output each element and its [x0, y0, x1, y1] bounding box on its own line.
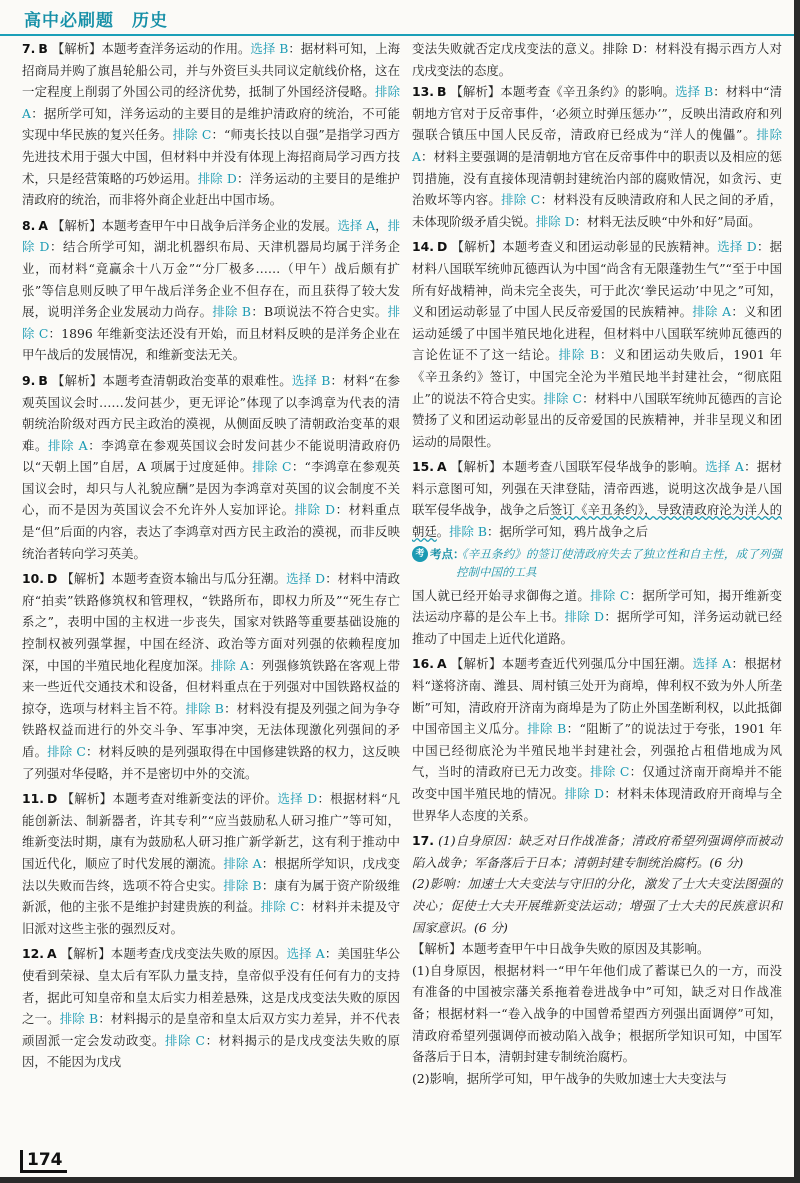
question-number: 10. — [22, 571, 44, 587]
analysis-text: 。 — [436, 524, 450, 540]
analysis-text: ：康有为属于资产阶级维新派，他的主张不是维护封建贵族的利益。 — [22, 877, 400, 915]
left-column — [22, 38, 400, 1077]
answer-17-part-2: (2)影响：加速士大夫变法与守旧的分化，激发了士大夫变法图强的决心；促使士大夫开展维新变法运动；增强了士大夫的民族意识和国家意识。(6 分) — [412, 876, 782, 935]
option-reference: 排除 D — [564, 786, 605, 801]
question-number: 17. — [412, 833, 434, 849]
analysis-text: ：材料重点是“但”后面的内容，表达了李鸿章对西方民主政治的漠视，而非反映统治者转向学习英美。 — [22, 502, 401, 561]
answer-letter: B — [38, 372, 48, 388]
answer-letter: B — [436, 84, 447, 100]
analysis-text: ：据材料可知，上海招商局并购了旗昌轮船公司，并与外资巨头共同议定航线价格，这在一定程度上削弱了外国公司的经济优势，抵制了外国经济侵略。 — [22, 41, 401, 100]
analysis-text: ：“师夷长技以自强”是指学习西方先进技术用于强大中国，但材料中并没有体现上海招商局学习西方技术，只是经营策略的巧妙运用。 — [22, 127, 401, 186]
answer-item — [412, 236, 782, 452]
option-reference: 排除 A — [210, 657, 249, 673]
option-reference: 排除 C — [165, 1032, 206, 1048]
question-number: 16. — [412, 656, 434, 672]
page-edge-shadow-bottom — [0, 1177, 800, 1183]
key-point-note — [412, 545, 782, 581]
analysis-text: ：材料未体现清政府开商埠与全世界华人态度的关系。 — [412, 786, 783, 823]
option-reference: 排除 A — [223, 855, 262, 871]
analysis-text: ， — [375, 217, 388, 233]
analysis-text: 【解析】本题考查洋务运动的作用。 — [51, 41, 251, 56]
answer-letter: A — [436, 459, 447, 475]
option-reference: 选择 A — [705, 459, 744, 475]
answer-item — [22, 38, 400, 211]
analysis-text: ：结合所学可知，湖北机器织布局、天津机器局均属于洋务企业，而材料“竟赢余十八万金”“分厂极多……（甲午）战后颇有扩张”等信息则反映了甲午战后洋务企业不但存在，而且获得了较大发展，说明洋务企业发展动力尚存。 — [22, 239, 401, 320]
option-reference: 排除 D — [564, 609, 605, 625]
analysis-text: ：材料中八国联军统帅瓦德西的言论赞扬了义和团运动彰显出的反帝爱国的民族精神，并非呈现义和团运动的局限性。 — [412, 390, 782, 449]
answer-letter: D — [46, 571, 58, 587]
analysis-text: ：义和团运动失败后，1901 年《辛丑条约》签订，中国完全沦为半殖民地半封建社会，“彻底阻止”的说法不符合史实。 — [412, 347, 782, 406]
option-reference: 选择 A — [692, 656, 732, 672]
option-reference: 排除 D — [22, 217, 401, 255]
analysis-text: ：1896 年维新变法还没有开始，而且材料反映的是洋务企业在甲午战后的发展情况，和维新变法无关。 — [22, 325, 400, 363]
question-number: 13. — [412, 84, 434, 100]
analysis-text: 【解析】本题考查近代列强瓜分中国狂潮。 — [450, 656, 693, 672]
option-reference: 排除 A — [22, 84, 401, 121]
analysis-text: 【解析】本题考查八国联军侵华战争的影响。 — [450, 459, 706, 475]
analysis-text: ：据所学可知，洋务运动的主要目的是维护清政府的统治，不可能实现中华民族的复兴任务。 — [22, 105, 400, 143]
analysis-text: 【解析】本题考查清朝政治变革的艰难性。 — [51, 372, 292, 388]
analysis-text: ：根据材料“凡能创新法、制新器者，许其专利”“应当鼓励私人研习推广”等可知，维新变法时期，康有为鼓励私人研习推广新学新艺，这有利于推动中国近代化，顺应了时代发展的潮流。 — [22, 791, 400, 871]
answer-17-part-1: (1)自身原因：缺乏对日作战准备；清政府希望列强调停而被动陷入战争；军备落后于日本；清朝封建专制统治腐朽。(6 分) — [412, 833, 782, 870]
option-reference: 选择 A — [286, 946, 325, 962]
option-reference: 选择 D — [277, 791, 318, 807]
answer-letter: A — [46, 946, 57, 962]
key-point-icon: 考 — [412, 546, 428, 562]
analysis-text: ：材料没有反映清政府和人民之间的矛盾，未体现阶级矛盾尖锐。 — [412, 192, 783, 229]
analysis-text: ：材料主要强调的是清朝地方官在反帝事件中的职责以及相应的惩罚措施，没有直接体现清朝封建统治内部的腐败情况，如贪污、吏治败坏等内容。 — [412, 148, 782, 208]
answer-17-analysis-1: (1)自身原因，根据材料一“甲午年他们成了蓄谋已久的一方，而没有准备的中国被宗藩关系拖着卷进战争中”可知，缺乏对日作战准备；根据材料一“卷入战争的中国曾希望西方列强出面调停”可知，清政府希望列强调停而被动陷入战争；根据所学知识可知，中国军备落后于日本，清朝封建专制统治腐朽。 — [412, 962, 782, 1065]
answer-letter: D — [436, 239, 448, 255]
analysis-text: ：列强修筑铁路在客观上带来一些近代交通技术和设备，但材料重点在于列强对中国铁路权益的掠夺，选项与材料主旨不符。 — [22, 657, 400, 716]
analysis-text: 国人就已经开始寻求御侮之道。 — [412, 587, 591, 603]
analysis-text: ：李鸿章在参观英国议会时发问甚少不能说明清政府仍以“天朝上国”自居，A 项属于过度延伸。 — [22, 437, 401, 475]
analysis-text: ：仅通过济南开商埠并不能改变中国半殖民地的情况。 — [412, 764, 783, 801]
analysis-text: ：“李鸿章在参观英国议会时，却只与人礼貌应酬”是因为李鸿章对英国的议会制度不关心，而不是因为英国议会不允许外人妄加评论。 — [22, 459, 400, 518]
answer-item — [22, 788, 400, 939]
answer-17 — [412, 830, 782, 1089]
option-reference: 排除 C — [590, 587, 630, 603]
answer-item — [412, 456, 782, 649]
analysis-text: ：材料反映的是列强取得在中国修建铁路的权力，这反映了列强对华侵略，并不是密切中外的交流。 — [22, 744, 401, 781]
option-reference: 选择 B — [250, 41, 289, 56]
analysis-text: 【解析】本题考查戊戌变法失败的原因。 — [60, 946, 287, 962]
analysis-text: ：B项说法不符合史实。 — [251, 304, 388, 320]
question-number: 8. — [22, 217, 36, 233]
question-number: 9. — [22, 372, 36, 388]
answer-letter: B — [38, 41, 48, 56]
page-header — [0, 0, 800, 36]
option-reference: 排除 B — [558, 347, 600, 363]
option-reference: 选择 B — [675, 84, 714, 100]
analysis-text: 【解析】本题考查对维新变法的评价。 — [61, 791, 278, 807]
answer-item — [412, 653, 782, 826]
analysis-text: ：材料揭示的是皇帝和皇太后双方实力差异，并不代表顽固派一定会发动政变。 — [22, 1011, 400, 1048]
continued-text: 变法失败就否定戊戌变法的意义。排除 D：材料没有揭示西方人对戊戌变法的态度。 — [412, 41, 782, 78]
option-reference: 排除 C — [501, 192, 541, 208]
option-reference: 排除 A — [412, 127, 783, 164]
key-point-text: 《辛丑条约》的签订使清政府失去了独立性和自主性，成了列强控制中国的工具 — [456, 546, 782, 579]
analysis-text: ：根据所学知识，戊戌变法以失败而告终，选项不符合史实。 — [22, 855, 401, 893]
option-reference: 排除 B — [59, 1011, 99, 1027]
option-reference: 选择 A — [337, 217, 376, 233]
answer-letter: A — [436, 656, 447, 672]
option-reference: 选择 D — [286, 571, 326, 587]
answer-item — [22, 215, 400, 366]
analysis-text: ：根据材料“遂将济南、潍县、周村镇三处开为商埠，俾利权不致为外人所垄断”可知，清政府开济南为商埠是为了防止外国垄断利权，以此抵御中国帝国主义瓜分。 — [412, 656, 783, 737]
question-number: 11. — [22, 791, 44, 807]
analysis-text: ：材料揭示的是戊戌变法失败的原因，不能因为戊戌 — [22, 1032, 401, 1070]
key-point-label: 考点： — [430, 546, 465, 561]
answer-letter: D — [46, 791, 58, 807]
page-edge-shadow — [794, 0, 800, 1183]
question-number: 12. — [22, 946, 44, 962]
option-reference: 排除 B — [212, 304, 252, 320]
option-reference: 选择 B — [291, 372, 331, 388]
option-reference: 排除 D — [197, 170, 237, 186]
analysis-text: ：据所学可知，鸦片战争之后 — [487, 524, 649, 540]
option-reference: 排除 B — [527, 721, 567, 737]
analysis-text: ：洋务运动的主要目的是维护清政府的统治，而非将外商企业赶出中国市场。 — [22, 170, 401, 208]
option-reference: 排除 B — [185, 700, 224, 716]
book-title: 高中必刷题 历史 — [24, 11, 168, 31]
option-reference: 排除 D — [294, 502, 336, 518]
answer-item — [22, 568, 400, 784]
analysis-text: ：“阻断了”的说法过于夸张，1901 年中国已经彻底沦为半殖民地半封建社会，列强抢占租借地成为风气，当时的清政府已无力改变。 — [412, 721, 783, 780]
analysis-text: ：材料中清政府“拍卖”铁路修筑权和管理权，“铁路所布，即权力所及”“死生存亡系之”，表明中国的主权进一步丧失，国家对铁路等重要基础设施的控制权被列强掌握，中国在经济、政治等方面对列强的依赖程度加深，中国的半殖民地化程度加深。 — [22, 571, 401, 673]
right-column — [412, 38, 782, 1093]
analysis-text: ：材料并未提及守旧派对这些主张的强烈反对。 — [22, 899, 401, 936]
analysis-text: ：材料“在参观英国议会时……发问甚少，更无评论”体现了以李鸿章为代表的清朝统治阶级对西方民主政治的漠视，从侧面反映了清朝政治变革的艰难。 — [22, 372, 400, 453]
option-reference: 排除 C — [590, 764, 630, 780]
analysis-text: ：材料中“清朝地方官对于反帝事件，‘必须立时弹压惩办’”，反映出清政府和列强联合镇压中国人民反帝，清政府已经成为“洋人的傀儡”。 — [412, 84, 782, 143]
answer-letter: A — [38, 217, 48, 233]
analysis-text: ：据材料示意图可知，列强在天津登陆，清帝西逃，说明这次战争是八国联军侵华战争，战争之后 — [412, 459, 783, 518]
analysis-text: ：义和团运动延缓了中国半殖民地化进程，但材料中八国联军统帅瓦德西的言论佐证不了这一结论。 — [412, 304, 783, 363]
option-reference: 排除 C — [172, 127, 212, 143]
question-number: 15. — [412, 459, 434, 475]
page-number: 174 — [20, 1150, 67, 1173]
analysis-text: ：美国驻华公使看到荣禄、皇太后有军队力量支持，皇帝似乎没有任何有力的支持者，据此可知皇帝和皇太后实力相差悬殊，这是戊戌变法失败的原因之一。 — [22, 946, 401, 1027]
option-reference: 排除 D — [535, 213, 575, 229]
answer-17-analysis-title: 【解析】本题考查甲午中日战争失败的原因及其影响。 — [412, 941, 710, 957]
analysis-text: 【解析】本题考查资本输出与瓜分狂潮。 — [61, 571, 287, 587]
analysis-text: ：材料无法反映“中外和好”局面。 — [574, 213, 761, 229]
answer-17-analysis-2: (2)影响，据所学可知，甲午战争的失败加速士大夫变法与 — [412, 1070, 727, 1086]
analysis-text: 【解析】本题考查义和团运动彰显的民族精神。 — [451, 239, 718, 255]
highlighted-phrase: 签订《辛丑条约》，导致清政府沦为洋人的朝廷 — [412, 502, 782, 540]
option-reference: 排除 A — [48, 437, 88, 453]
question-number: 14. — [412, 239, 434, 255]
question-number: 7. — [22, 41, 36, 56]
option-reference: 排除 A — [692, 304, 732, 320]
answer-item — [22, 943, 400, 1073]
analysis-text: ：材料没有提及列强之间为争夺铁路权益而进行的外交斗争、军事冲突，无法体现激化列强间的矛盾。 — [22, 700, 400, 759]
option-reference: 排除 C — [252, 459, 292, 475]
analysis-text: 【解析】本题考查《辛丑条约》的影响。 — [450, 84, 676, 100]
answer-item — [412, 81, 782, 232]
analysis-text: ：据所学可知，洋务运动就已经推动了中国走上近代化道路。 — [412, 609, 783, 646]
analysis-text: 【解析】本题考查甲午中日战争后洋务企业的发展。 — [51, 217, 338, 233]
answer-continued — [412, 585, 782, 650]
option-reference: 排除 C — [260, 899, 300, 915]
option-reference: 排除 B — [449, 524, 487, 540]
option-reference: 排除 B — [223, 877, 262, 893]
analysis-text: ：据材料八国联军统帅瓦德西认为中国“尚含有无限蓬勃生气”“至于中国所有好战精神，尚未完全丧失，可于此次‘拳民运动’中见之”可知，义和团运动彰显了中国人民反帝爱国的民族精神。 — [412, 239, 783, 320]
option-reference: 排除 C — [22, 304, 400, 341]
answer-item — [22, 370, 400, 564]
option-reference: 排除 C — [47, 744, 86, 759]
option-reference: 选择 D — [717, 239, 757, 255]
option-reference: 排除 C — [543, 390, 582, 406]
analysis-text: ：据所学可知，揭开维新变法运动序幕的是公车上书。 — [412, 587, 783, 625]
